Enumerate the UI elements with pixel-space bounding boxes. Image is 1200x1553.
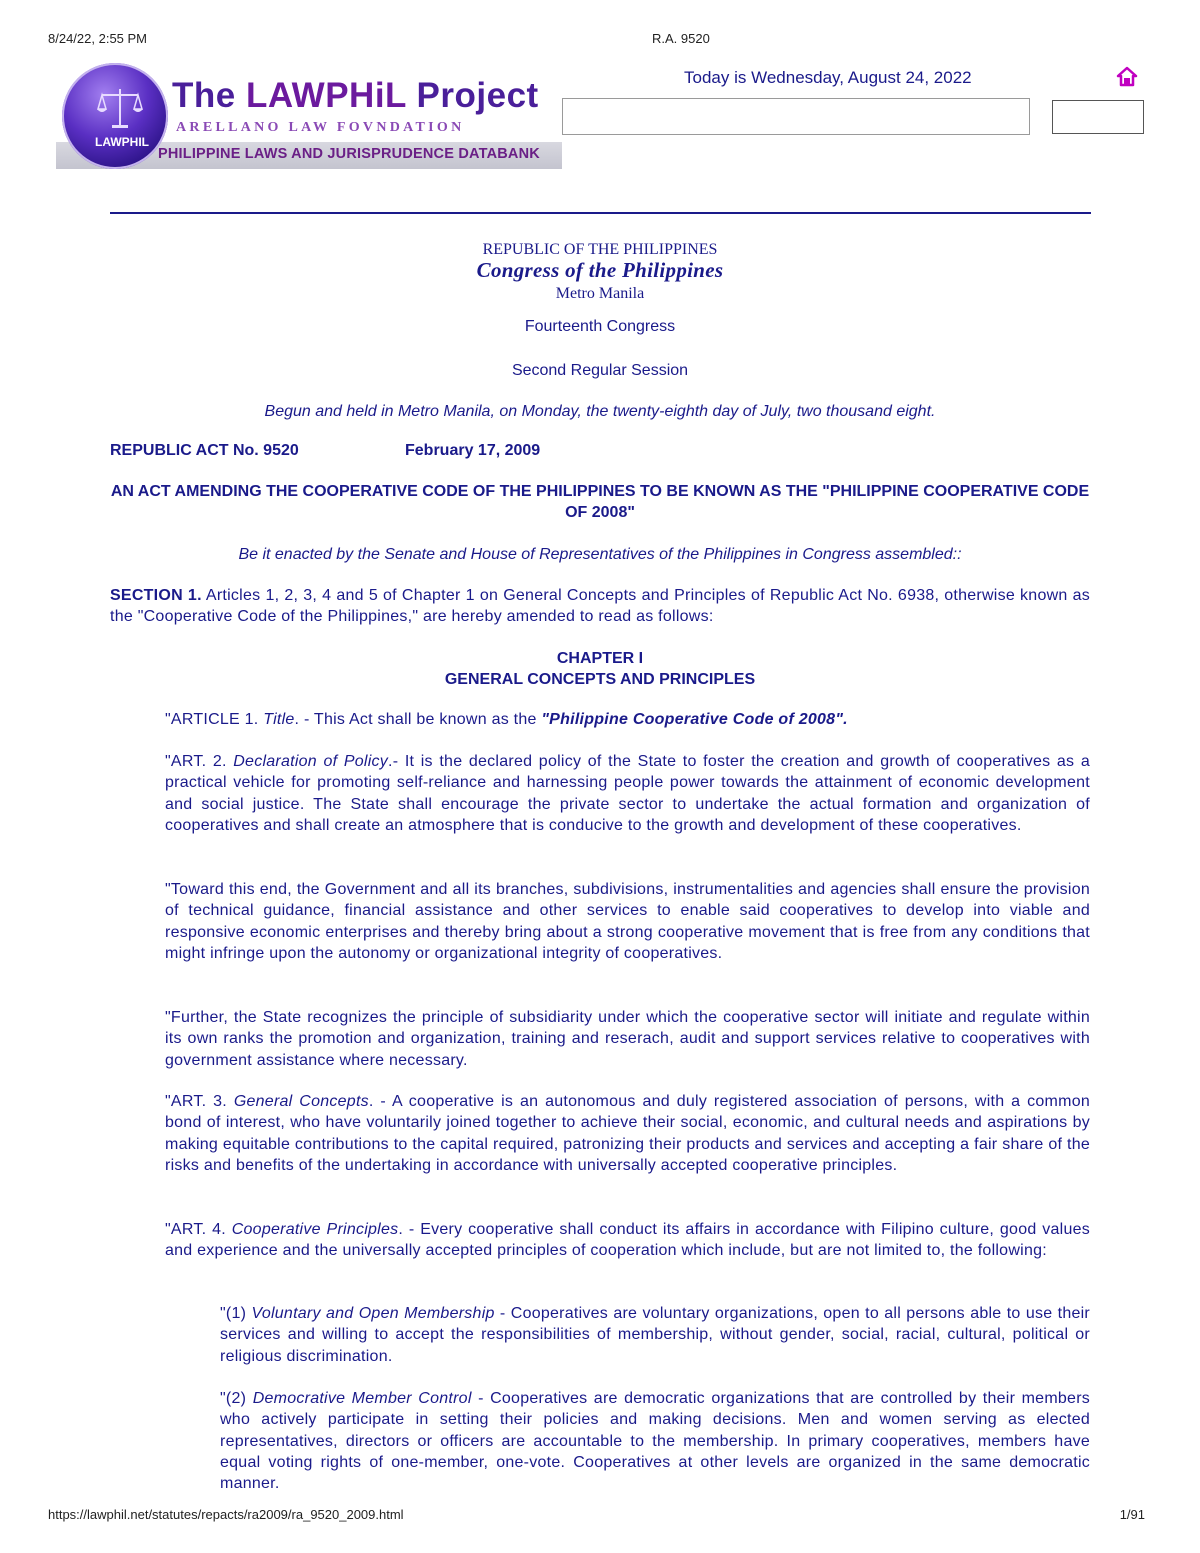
principle-2-prefix: "(2) [220,1390,253,1407]
print-header [0,31,1200,49]
lawphil-logo[interactable] [56,60,562,170]
logo-band-text: PHILIPPINE LAWS AND JURISPRUDENCE DATABANK [158,146,540,162]
principle-2-label: Democrative Member Control [252,1390,472,1407]
print-doc-title: R.A. 9520 [652,31,710,46]
enacting-clause: Be it enacted by the Senate and House of Representatives of the Philippines in Congress assembled:: [238,546,962,563]
principle-2 [220,1388,1090,1494]
fourteenth-congress: Fourteenth Congress [524,318,676,335]
logo-badge-text: LAWPHIL [95,135,149,149]
metro-manila: Metro Manila [555,285,645,302]
chapter-number: CHAPTER I [556,650,644,667]
art3-prefix: "ART. 3. [165,1093,234,1110]
section-1-label: SECTION 1. [110,587,202,604]
art4-label: Cooperative Principles [231,1221,399,1238]
home-icon[interactable] [1116,66,1138,88]
logo-title [172,76,539,116]
article-2-paragraph-2: "Toward this end, the Government and all its branches, subdivisions, instrumentalities and agencies shall ensure the provision of technical guidance, financial assistance and other services to enable said cooperatives to develop into viable and responsive economic enterprises and thereby bring about a strong cooperative movement that is free from any conditions that might infringe upon the autonomy or organizational integrity of cooperatives. [165,881,1090,962]
begun-statement: Begun and held in Metro Manila, on Monday, the twenty-eighth day of July, two thousand eight. [264,403,936,420]
print-footer [0,1507,1200,1525]
section-1 [110,585,1090,627]
art2-text: .- It is the declared policy of the State to foster the creation and growth of cooperatives as a practical vehicle for promoting self-reliance and harnessing people power towards the attainment of economic development and social justice. The State shall encourage the private sector to undertake the actual formation and organization of cooperatives and shall create an atmosphere that is conducive to the growth and development of these cooperatives. [165,753,1090,834]
art2-prefix: "ART. 2. [165,753,234,770]
section-1-text: Articles 1, 2, 3, 4 and 5 of Chapter 1 on General Concepts and Principles of Republic Act No. 6938, otherwise known as the "Cooperative Code of the Philippines," are hereby amended to read as follows: [110,587,1091,625]
chapter-title: GENERAL CONCEPTS AND PRINCIPLES [444,671,756,688]
logo-title-highlight: LAWPHiL [245,76,407,115]
art4-prefix: "ART. 4. [165,1221,232,1238]
article-2 [165,751,1090,836]
art2-label: Declaration of Policy [233,753,389,770]
art4-text: . - Every cooperative shall conduct its affairs in accordance with Filipino culture, good values and experience and the universally accepted principles of cooperation which include, but are not limited to, the following: [165,1221,1091,1260]
principle-2-text: - Cooperatives are democratic organizations that are controlled by their members who actively participate in setting their policies and making decisions. Men and women serving as elected representatives, directors or officers are accountable to the membership. In primary cooperatives, members have equal voting rights of one-member, one-vote. Cooperatives at other levels are organized in the same democratic manner. [220,1390,1091,1493]
congress-heading: Congress of the Philippines [476,258,724,282]
article-3 [165,1091,1090,1176]
art1-prefix: "ARTICLE 1. [165,711,264,728]
article-1 [165,709,1090,730]
art3-text: . - A cooperative is an autonomous and duly registered association of persons, with a common bond of interest, who have voluntarily joined together to achieve their social, economic, and cultural needs and aspirations by making equitable contributions to the capital required, patronizing their products and services and accepting a fair share of the risks and benefits of the undertaking in accordance with universally accepted cooperative principles. [165,1093,1090,1174]
header-divider [110,212,1091,214]
regular-session: Second Regular Session [511,362,689,379]
art3-label: General Concepts [233,1093,369,1110]
article-4 [165,1219,1090,1262]
search-button[interactable] [1052,100,1144,134]
logo-title-suffix: Project [406,76,539,115]
chapter-heading [110,648,1090,690]
principle-1-label: Voluntary and Open Membership [251,1305,495,1322]
principle-1-prefix: "(1) [220,1305,252,1322]
logo-title-prefix: The [172,76,246,115]
article-2-paragraph-3: "Further, the State recognizes the principle of subsidiarity under which the cooperative sector will initiate and regulate within its own ranks the promotion and organization, training and reserach, audit and support services relative to cooperatives with government assistance where necessary. [165,1009,1090,1069]
scales-of-justice-icon [96,85,144,131]
act-title: AN ACT AMENDING THE COOPERATIVE CODE OF THE PHILIPPINES TO BE KNOWN AS THE "PHILIPPINE COOPERATIVE CODE OF 2008" [110,483,1090,521]
art1-label: Title [263,711,295,728]
ra-number: REPUBLIC ACT No. 9520 [110,442,299,459]
art1-text: . - This Act shall be known as the [294,711,542,728]
ra-date: February 17, 2009 [405,442,541,459]
logo-subtitle: ARELLANO LAW FOVNDATION [176,120,465,135]
ra-number-line [110,442,1090,460]
print-datetime: 8/24/22, 2:55 PM [48,31,148,46]
search-input[interactable] [562,98,1030,135]
print-page-number: 1/91 [1119,1507,1145,1522]
art1-name: "Philippine Cooperative Code of 2008". [541,711,848,728]
logo-emblem [62,63,168,169]
principle-1 [220,1303,1090,1367]
print-url[interactable]: https://lawphil.net/statutes/repacts/ra2009/ra_9520_2009.html [48,1507,404,1522]
today-date: Today is Wednesday, August 24, 2022 [684,68,972,87]
principle-1-text: - Cooperatives are voluntary organizations, open to all persons able to use their services and willing to accept the responsibilities of membership, without gender, social, racial, cultural, political or religious discrimination. [220,1305,1091,1365]
republic-heading: REPUBLIC OF THE PHILIPPINES [482,241,718,258]
